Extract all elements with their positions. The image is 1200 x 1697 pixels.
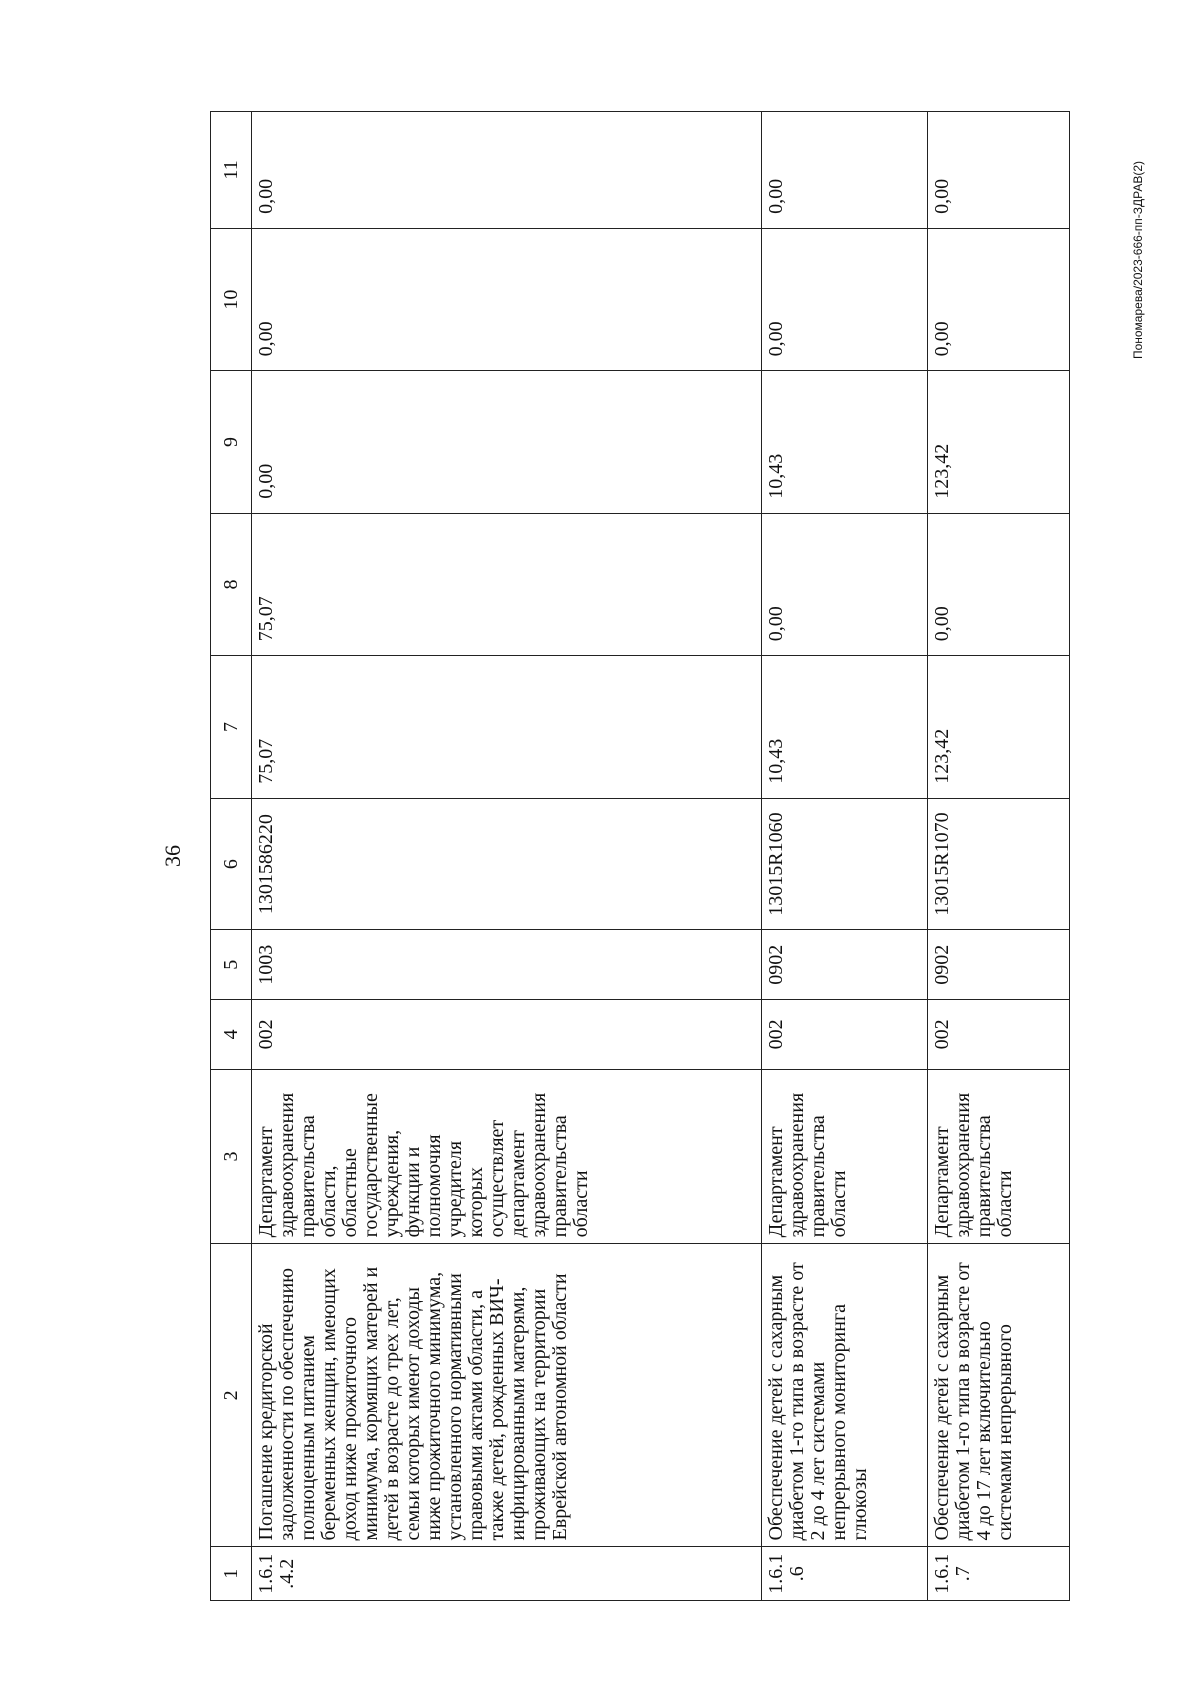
value-col-9: 0,00 bbox=[252, 371, 762, 513]
header-col-5: 5 bbox=[211, 930, 252, 1000]
row-number: 1.6.1.7 bbox=[928, 1547, 1070, 1601]
table-row bbox=[762, 112, 928, 1601]
value-col-10: 0,00 bbox=[928, 228, 1070, 370]
header-col-4: 4 bbox=[211, 1000, 252, 1070]
table-row bbox=[928, 112, 1070, 1601]
row-number: 1.6.1.6 bbox=[762, 1547, 928, 1601]
rotated-content bbox=[148, 111, 1068, 1601]
header-col-1: 1 bbox=[211, 1547, 252, 1601]
value-col-11: 0,00 bbox=[252, 112, 762, 229]
executor: Департамент здравоохранения правительства области bbox=[762, 1069, 928, 1244]
header-col-6: 6 bbox=[211, 798, 252, 930]
section-code: 1003 bbox=[252, 930, 762, 1000]
value-col-10: 0,00 bbox=[762, 228, 928, 370]
value-col-8: 0,00 bbox=[928, 513, 1070, 655]
executor: Департамент здравоохранения правительства области, областные государственные учреждения, функции и полномочия учредителя которых осуществляет департамент здравоохранения правительства области bbox=[252, 1069, 762, 1244]
table-row bbox=[252, 112, 762, 1601]
header-col-3: 3 bbox=[211, 1069, 252, 1244]
value-col-7: 10,43 bbox=[762, 656, 928, 798]
row-number: 1.6.1.4.2 bbox=[252, 1547, 762, 1601]
header-col-8: 8 bbox=[211, 513, 252, 655]
section-code: 0902 bbox=[762, 930, 928, 1000]
value-col-10: 0,00 bbox=[252, 228, 762, 370]
header-col-7: 7 bbox=[211, 656, 252, 798]
value-col-7: 75,07 bbox=[252, 656, 762, 798]
grbs-code: 002 bbox=[252, 1000, 762, 1070]
value-col-11: 0,00 bbox=[928, 112, 1070, 229]
document-footer bbox=[1118, 110, 1158, 410]
value-col-8: 75,07 bbox=[252, 513, 762, 655]
measure-name: Обеспечение детей с сахарным диабетом 1-го типа в возрасте от 2 до 4 лет системами непрерывного мониторинга глюкозы bbox=[762, 1244, 928, 1547]
value-col-9: 123,42 bbox=[928, 371, 1070, 513]
grbs-code: 002 bbox=[762, 1000, 928, 1070]
section-code: 0902 bbox=[928, 930, 1070, 1000]
budget-table bbox=[210, 111, 1070, 1601]
grbs-code: 002 bbox=[928, 1000, 1070, 1070]
page-number: 36 bbox=[160, 845, 185, 867]
header-col-9: 9 bbox=[211, 371, 252, 513]
target-article-code: 1301586220 bbox=[252, 798, 762, 930]
value-col-11: 0,00 bbox=[762, 112, 928, 229]
measure-name: Обеспечение детей с сахарным диабетом 1-го типа в возрасте от 4 до 17 лет включительно системами непрерывного bbox=[928, 1244, 1070, 1547]
value-col-8: 0,00 bbox=[762, 513, 928, 655]
header-col-11: 11 bbox=[211, 112, 252, 229]
header-col-2: 2 bbox=[211, 1244, 252, 1547]
header-col-10: 10 bbox=[211, 228, 252, 370]
footer-reference: Пономарева/2023-666-пп-ЗДРАВ(2) bbox=[1131, 160, 1145, 360]
header-row bbox=[211, 112, 252, 1601]
target-article-code: 13015R1070 bbox=[928, 798, 1070, 930]
measure-name: Погашение кредиторской задолженности по обеспечению полноценным питанием беременных женщин, имеющих доход ниже прожиточного минимума, кормящих матерей и детей в возрасте до трех лет, семьи которых имеют доходы ниже прожиточного минимума, установленного нормативными правовыми актами области, а также детей, рожденных ВИЧ-инфицированными матерями, проживающих на территории Еврейской автономной области bbox=[252, 1244, 762, 1547]
value-col-9: 10,43 bbox=[762, 371, 928, 513]
executor: Департамент здравоохранения правительства области bbox=[928, 1069, 1070, 1244]
target-article-code: 13015R1060 bbox=[762, 798, 928, 930]
value-col-7: 123,42 bbox=[928, 656, 1070, 798]
